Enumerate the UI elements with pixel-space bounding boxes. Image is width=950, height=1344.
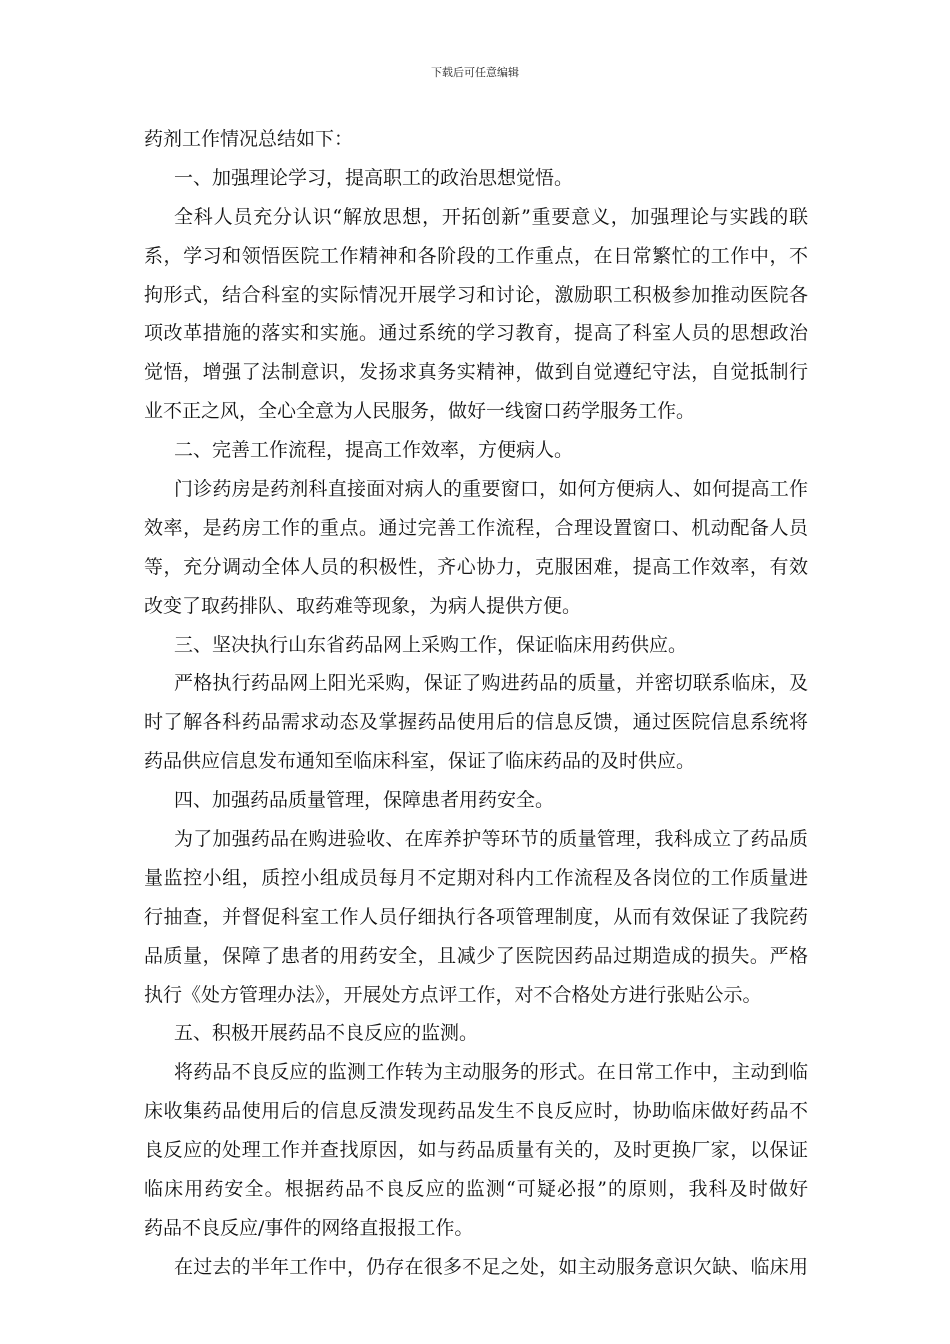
text-line: 行抽查，并督促科室工作人员仔细执行各项管理制度，从而有效保证了我院药 (144, 905, 808, 928)
text-line: 药剂工作情况总结如下： (144, 128, 354, 150)
text-line: 执行《处方管理办法》，开展处方点评工作，对不合格处方进行张贴公示。 (144, 983, 762, 1006)
text-line: 全科人员充分认识“解放思想，开拓创新”重要意义，加强理论与实践的联 (174, 205, 808, 228)
text-line: 五、积极开展药品不良反应的监测。 (174, 1022, 479, 1045)
text-line: 四、加强药品质量管理，保障患者用药安全。 (174, 789, 555, 812)
text-line: 临床用药安全。根据药品不良反应的监测“可疑必报”的原则，我科及时做好 (144, 1178, 808, 1201)
text-line: 业不正之风，全心全意为人民服务，做好一线窗口药学服务工作。 (144, 400, 696, 423)
text-line: 效率，是药房工作的重点。通过完善工作流程，合理设置窗口、机动配备人员 (144, 516, 808, 539)
text-line: 在过去的半年工作中，仍存在很多不足之处，如主动服务意识欠缺、临床用 (174, 1255, 808, 1278)
text-line: 三、坚决执行山东省药品网上采购工作，保证临床用药供应。 (174, 633, 688, 656)
text-line: 床收集药品使用后的信息反溃发现药品发生不良反应时，协助临床做好药品不 (144, 1100, 808, 1123)
text-line: 将药品不良反应的监测工作转为主动服务的形式。在日常工作中，主动到临 (174, 1061, 808, 1084)
text-line: 品质量，保障了患者的用药安全，且减少了医院因药品过期造成的损失。严格 (144, 944, 808, 967)
text-line: 药品不良反应/事件的网络直报报工作。 (144, 1216, 474, 1239)
text-line: 严格执行药品网上阳光采购，保证了购进药品的质量，并密切联系临床，及 (174, 672, 808, 695)
text-line: 改变了取药排队、取药难等现象，为病人提供方便。 (144, 594, 582, 617)
text-line: 觉悟，增强了法制意识，发扬求真务实精神，做到自觉遵纪守法，自觉抵制行 (144, 361, 808, 384)
page-header-note: 下载后可任意编辑 (431, 66, 519, 79)
text-line: 良反应的处理工作并查找原因，如与药品质量有关的，及时更换厂家，以保证 (144, 1139, 808, 1162)
text-line: 一、加强理论学习，提高职工的政治思想觉悟。 (174, 166, 574, 189)
text-line: 量监控小组，质控小组成员每月不定期对科内工作流程及各岗位的工作质量进 (144, 866, 808, 889)
text-line: 药品供应信息发布通知至临床科室，保证了临床药品的及时供应。 (144, 750, 696, 773)
text-line: 系，学习和领悟医院工作精神和各阶段的工作重点，在日常繁忙的工作中，不 (144, 244, 808, 267)
text-line: 项改革措施的落实和实施。通过系统的学习教育，提高了科室人员的思想政治 (144, 322, 808, 345)
text-line: 等，充分调动全体人员的积极性，齐心协力，克服困难，提高工作效率，有效 (144, 555, 808, 578)
text-line: 门诊药房是药剂科直接面对病人的重要窗口，如何方便病人、如何提高工作 (174, 478, 808, 501)
text-line: 二、完善工作流程，提高工作效率，方便病人。 (174, 439, 574, 462)
text-line: 时了解各科药品需求动态及掌握药品使用后的信息反馈，通过医院信息系统将 (144, 711, 808, 734)
text-line: 为了加强药品在购进验收、在库养护等环节的质量管理，我科成立了药品质 (174, 828, 808, 851)
document-body (144, 120, 808, 1287)
text-line: 拘形式，结合科室的实际情况开展学习和讨论，激励职工积极参加推动医院各 (144, 283, 808, 306)
